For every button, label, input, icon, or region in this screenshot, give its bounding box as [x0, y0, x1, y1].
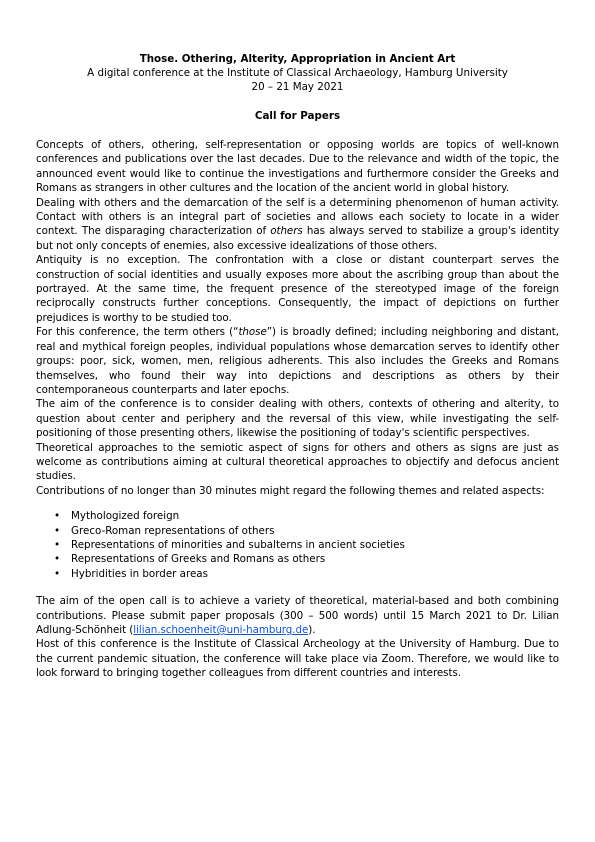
- emphasis-others: others: [270, 225, 303, 238]
- list-item: • Greco-Roman representations of others: [54, 524, 559, 538]
- text-run: The aim of the open call is to achieve a variety of theoretical, material-based and both combining contributions. Please submit paper proposals (300 – 500 words) until 15 March 2021 to Dr. Lilian Adlung-Schönheit (: [36, 595, 559, 636]
- call-for-papers-heading: Call for Papers: [254, 110, 341, 122]
- conference-title: Those. Othering, Alterity, Appropriation in Ancient Art: [139, 53, 456, 65]
- paragraph-term-definition: [36, 325, 559, 397]
- paragraph-intro: Concepts of others, othering, self-representation or opposing worlds are topics of well-known conferences and publications over the last decades. Due to the relevance and width of the topic, the announced event would like to continue the investigations and furthermore consider the Greeks and Romans as strangers in other cultures and the location of the ancient world in global history.: [36, 139, 559, 195]
- conference-subtitle: A digital conference at the Institute of Classical Archaeology, Hamburg University: [87, 67, 508, 79]
- paragraph-host: Host of this conference is the Institute of Classical Archeology at the University of Hamburg. Due to the current pandemic situation, the conference will take place via Zoom. Therefore, we would like to look forward to bringing together colleagues from different countries and interests.: [36, 638, 559, 680]
- list-item: • Mythologized foreign: [54, 509, 559, 523]
- list-item: • Hybridities in border areas: [54, 567, 559, 581]
- paragraph-aim: The aim of the conference is to consider dealing with others, contexts of othering and alterity, to question about center and periphery and the reversal of this view, while investigating the self-positioning of those presenting others, likewise the positioning of today's scientific perspectives.: [36, 398, 559, 440]
- text-run: ).: [308, 624, 316, 636]
- document-body: [36, 138, 559, 681]
- contact-email-link[interactable]: lilian.schoenheit@uni-hamburg.de: [133, 624, 309, 636]
- conference-dates: 20 – 21 May 2021: [251, 81, 344, 93]
- emphasis-those: those: [238, 326, 267, 339]
- paragraph-theoretical-approaches: Theoretical approaches to the semiotic aspect of signs for others and others as signs are just as welcome as contributions aiming at cultural theoretical approaches to objectify and defocus ancient studies.: [36, 441, 559, 483]
- text-run: ”) is broadly defined; including neighboring and distant, real and mythical foreign peoples, individual populations whose demarcation serves to identify other groups: poor, sick, women, men, religious adherents. This also includes the Greeks and Romans themselves, who found their way into depictions and descriptions as others by their contemporaneous counterparts and later epochs.: [36, 326, 559, 396]
- paragraph-contributions: Contributions of no longer than 30 minutes might regard the following themes and related aspects:: [36, 484, 545, 497]
- text-run: For this conference, the term others (“: [36, 326, 239, 339]
- paragraph-dealing-with-others: [36, 196, 559, 254]
- list-item: • Representations of minorities and subalterns in ancient societies: [54, 538, 559, 552]
- document-header: [36, 52, 559, 94]
- paragraph-antiquity: Antiquity is no exception. The confrontation with a close or distant counterpart serves the construction of social identities and usually exposes more about the ascribing group than about the portrayed. At the same time, the frequent presence of the stereotyped image of the foreign reciprocally constructs further conceptions. Consequently, the impact of depictions on further prejudices is worthy to be studied too.: [36, 254, 559, 324]
- list-item: • Representations of Greeks and Romans as others: [54, 552, 559, 566]
- paragraph-open-call: [36, 594, 559, 637]
- themes-list: [36, 509, 559, 581]
- text-run: has always served to stabilize a group's identity but not only concepts of enemies, also excessive idealizations of those others.: [36, 225, 559, 252]
- text-run: Dealing with others and the demarcation of the self is a determining phenomenon of human activity. Contact with others is an integral part of societies and allows each society to locate in a wider context. The disparaging characterization of: [36, 196, 559, 238]
